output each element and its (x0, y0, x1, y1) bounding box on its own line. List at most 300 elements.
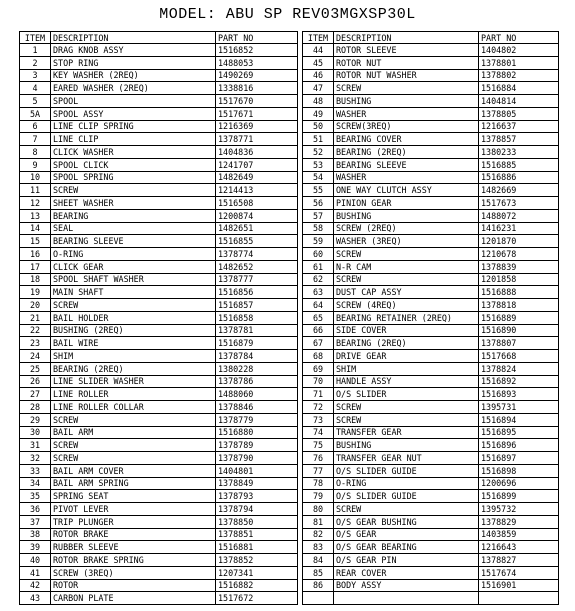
description-cell: TRANSFER GEAR (334, 426, 479, 439)
part-number-cell: 1516857 (216, 299, 298, 312)
item-number-cell: 79 (303, 490, 334, 503)
item-number-cell: 21 (20, 311, 51, 324)
part-number-cell: 1378846 (216, 401, 298, 414)
description-cell: WASHER (3REQ) (334, 235, 479, 248)
item-number-cell: 49 (303, 107, 334, 120)
description-cell: SCREW (51, 439, 216, 452)
part-number-cell: 1216637 (479, 120, 559, 133)
description-cell: ROTOR NUT (334, 56, 479, 69)
item-number-cell: 26 (20, 375, 51, 388)
item-number-cell: 23 (20, 337, 51, 350)
table-row (20, 107, 559, 120)
table-row (20, 350, 559, 363)
part-number-cell: 1516894 (479, 413, 559, 426)
part-number-cell: 1216369 (216, 120, 298, 133)
part-number-cell: 1516879 (216, 337, 298, 350)
item-number-cell: 64 (303, 299, 334, 312)
item-number-cell: 48 (303, 95, 334, 108)
item-number-cell: 11 (20, 184, 51, 197)
description-cell: SCREW (334, 82, 479, 95)
item-number-cell: 33 (20, 464, 51, 477)
description-cell: BUSHING (334, 95, 479, 108)
part-number-cell: 1416231 (479, 222, 559, 235)
table-row (20, 554, 559, 567)
table-row (20, 120, 559, 133)
item-number-cell: 13 (20, 209, 51, 222)
part-number-cell: 1201858 (479, 273, 559, 286)
part-number-cell: 1516855 (216, 235, 298, 248)
table-row (20, 515, 559, 528)
item-number-cell: 27 (20, 388, 51, 401)
item-number-cell: 12 (20, 197, 51, 210)
part-no-column-header: PART NO (216, 32, 298, 44)
description-cell: TRANSFER GEAR NUT (334, 452, 479, 465)
table-row (20, 566, 559, 579)
description-cell: SCREW (334, 413, 479, 426)
description-cell: STOP RING (51, 56, 216, 69)
table-row (20, 413, 559, 426)
description-cell: CLICK WASHER (51, 146, 216, 159)
description-cell: SPOOL SHAFT WASHER (51, 273, 216, 286)
item-number-cell: 6 (20, 120, 51, 133)
description-cell: MAIN SHAFT (51, 286, 216, 299)
description-cell: BUSHING (334, 439, 479, 452)
description-cell: BAIL WIRE (51, 337, 216, 350)
description-cell: BUSHING (334, 209, 479, 222)
item-number-cell: 57 (303, 209, 334, 222)
table-row (20, 158, 559, 171)
part-number-cell: 1378774 (216, 248, 298, 261)
part-number-cell: 1516899 (479, 490, 559, 503)
description-cell: O-RING (51, 248, 216, 261)
item-number-cell: 53 (303, 158, 334, 171)
part-number-cell: 1516881 (216, 541, 298, 554)
item-number-cell: 19 (20, 286, 51, 299)
item-number-cell: 7 (20, 133, 51, 146)
part-number-cell: 1378824 (479, 362, 559, 375)
description-cell: LINE ROLLER (51, 388, 216, 401)
item-number-cell: 31 (20, 439, 51, 452)
part-number-cell: 1516896 (479, 439, 559, 452)
item-number-cell: 76 (303, 452, 334, 465)
table-row (20, 69, 559, 82)
description-cell: LINE CLIP SPRING (51, 120, 216, 133)
table-row (20, 222, 559, 235)
table-row (20, 324, 559, 337)
description-cell: BAIL HOLDER (51, 311, 216, 324)
description-column-header: DESCRIPTION (51, 32, 216, 44)
item-number-cell: 16 (20, 248, 51, 261)
item-number-cell: 32 (20, 452, 51, 465)
part-number-cell: 1201870 (479, 235, 559, 248)
table-row (20, 184, 559, 197)
description-cell: ROTOR BRAKE SPRING (51, 554, 216, 567)
part-number-cell: 1516890 (479, 324, 559, 337)
part-no-column-header: PART NO (479, 32, 559, 44)
item-number-cell: 42 (20, 579, 51, 592)
part-number-cell: 1378805 (479, 107, 559, 120)
item-number-cell: 10 (20, 171, 51, 184)
part-number-cell: 1404836 (216, 146, 298, 159)
part-number-cell: 1517668 (479, 350, 559, 363)
table-row (20, 299, 559, 312)
description-cell: CLICK GEAR (51, 260, 216, 273)
item-number-cell: 74 (303, 426, 334, 439)
table-row (20, 56, 559, 69)
item-number-cell: 60 (303, 248, 334, 261)
item-number-cell: 15 (20, 235, 51, 248)
table-row (20, 248, 559, 261)
item-number-cell: 70 (303, 375, 334, 388)
item-number-cell: 71 (303, 388, 334, 401)
item-number-cell: 51 (303, 133, 334, 146)
item-number-cell: 5A (20, 107, 51, 120)
description-cell: TRIP PLUNGER (51, 515, 216, 528)
description-cell: ONE WAY CLUTCH ASSY (334, 184, 479, 197)
table-row (20, 375, 559, 388)
description-cell: WASHER (334, 171, 479, 184)
description-cell: CARBON PLATE (51, 592, 216, 605)
part-number-cell: 1488053 (216, 56, 298, 69)
item-number-cell: 59 (303, 235, 334, 248)
part-number-cell: 1516884 (479, 82, 559, 95)
part-number-cell: 1516858 (216, 311, 298, 324)
description-cell: WASHER (334, 107, 479, 120)
part-number-cell: 1378793 (216, 490, 298, 503)
item-number-cell: 69 (303, 362, 334, 375)
table-row (20, 388, 559, 401)
parts-table (19, 31, 559, 605)
part-number-cell: 1517674 (479, 566, 559, 579)
description-cell: SPOOL SPRING (51, 171, 216, 184)
description-cell: BEARING SLEEVE (51, 235, 216, 248)
part-number-cell: 1378849 (216, 477, 298, 490)
part-number-cell: 1516856 (216, 286, 298, 299)
table-row (20, 362, 559, 375)
part-number-cell: 1378771 (216, 133, 298, 146)
part-number-cell: 1241707 (216, 158, 298, 171)
description-cell: SPOOL (51, 95, 216, 108)
description-cell: ROTOR (51, 579, 216, 592)
table-row (20, 146, 559, 159)
table-row (20, 337, 559, 350)
table-row (20, 477, 559, 490)
item-number-cell (303, 592, 334, 605)
table-row (20, 528, 559, 541)
description-cell: SCREW (51, 452, 216, 465)
item-number-cell: 22 (20, 324, 51, 337)
part-number-cell: 1490269 (216, 69, 298, 82)
table-row (20, 503, 559, 516)
item-number-cell: 25 (20, 362, 51, 375)
description-cell: SPOOL CLICK (51, 158, 216, 171)
item-number-cell: 85 (303, 566, 334, 579)
description-cell: BEARING (2REQ) (334, 337, 479, 350)
part-number-cell: 1200874 (216, 209, 298, 222)
item-number-cell: 35 (20, 490, 51, 503)
item-number-cell: 83 (303, 541, 334, 554)
table-row (20, 490, 559, 503)
description-cell: SPOOL ASSY (51, 107, 216, 120)
part-number-cell: 1378827 (479, 554, 559, 567)
part-number-cell: 1516885 (479, 158, 559, 171)
description-cell: SEAL (51, 222, 216, 235)
description-cell: SIDE COVER (334, 324, 479, 337)
table-header-row (20, 32, 559, 44)
item-number-cell: 9 (20, 158, 51, 171)
item-number-cell: 56 (303, 197, 334, 210)
table-row (20, 311, 559, 324)
table-row (20, 133, 559, 146)
description-cell: SCREW (51, 184, 216, 197)
table-row (20, 82, 559, 95)
item-number-cell: 28 (20, 401, 51, 414)
part-number-cell: 1200696 (479, 477, 559, 490)
table-row (20, 171, 559, 184)
part-number-cell: 1488072 (479, 209, 559, 222)
part-number-cell: 1207341 (216, 566, 298, 579)
description-cell: SCREW (51, 413, 216, 426)
description-cell: O/S SLIDER (334, 388, 479, 401)
item-number-cell: 37 (20, 515, 51, 528)
description-cell: LINE ROLLER COLLAR (51, 401, 216, 414)
table-row (20, 209, 559, 222)
item-number-cell: 78 (303, 477, 334, 490)
table-row (20, 452, 559, 465)
description-cell: SCREW (3REQ) (51, 566, 216, 579)
item-number-cell: 36 (20, 503, 51, 516)
item-number-cell: 30 (20, 426, 51, 439)
part-number-cell: 1404814 (479, 95, 559, 108)
item-number-cell: 63 (303, 286, 334, 299)
parts-list-title: MODEL: ABU SP REV03MGXSP30L (159, 6, 416, 23)
part-number-cell: 1378794 (216, 503, 298, 516)
table-row (20, 197, 559, 210)
description-cell: KEY WASHER (2REQ) (51, 69, 216, 82)
item-number-cell: 54 (303, 171, 334, 184)
description-cell: DRAG KNOB ASSY (51, 44, 216, 57)
description-cell: LINE SLIDER WASHER (51, 375, 216, 388)
part-number-cell: 1482652 (216, 260, 298, 273)
item-number-cell: 24 (20, 350, 51, 363)
item-number-cell: 4 (20, 82, 51, 95)
part-number-cell: 1404802 (479, 44, 559, 57)
part-number-cell: 1378779 (216, 413, 298, 426)
part-number-cell: 1517671 (216, 107, 298, 120)
part-number-cell: 1517670 (216, 95, 298, 108)
item-number-cell: 61 (303, 260, 334, 273)
item-number-cell: 82 (303, 528, 334, 541)
part-number-cell: 1378818 (479, 299, 559, 312)
item-number-cell: 62 (303, 273, 334, 286)
description-cell: BAIL ARM (51, 426, 216, 439)
table-row (20, 95, 559, 108)
part-number-cell: 1403859 (479, 528, 559, 541)
item-number-cell: 68 (303, 350, 334, 363)
item-number-cell: 77 (303, 464, 334, 477)
item-column-header: ITEM (20, 32, 51, 44)
description-cell: BODY ASSY (334, 579, 479, 592)
description-cell: SCREW (51, 299, 216, 312)
table-row (20, 401, 559, 414)
description-cell: O/S GEAR PIN (334, 554, 479, 567)
part-number-cell: 1378857 (479, 133, 559, 146)
part-number-cell: 1516892 (479, 375, 559, 388)
part-number-cell: 1516508 (216, 197, 298, 210)
description-cell: RUBBER SLEEVE (51, 541, 216, 554)
part-number-cell: 1482649 (216, 171, 298, 184)
item-number-cell: 55 (303, 184, 334, 197)
table-row (20, 579, 559, 592)
part-number-cell: 1516880 (216, 426, 298, 439)
part-number-cell: 1516882 (216, 579, 298, 592)
description-cell: BAIL ARM COVER (51, 464, 216, 477)
item-number-cell: 38 (20, 528, 51, 541)
description-cell: SCREW (334, 401, 479, 414)
part-number-cell: 1488060 (216, 388, 298, 401)
part-number-cell: 1516893 (479, 388, 559, 401)
description-cell: O/S SLIDER GUIDE (334, 490, 479, 503)
part-number-cell: 1482651 (216, 222, 298, 235)
table-row (20, 286, 559, 299)
description-cell: REAR COVER (334, 566, 479, 579)
description-cell: BEARING SLEEVE (334, 158, 479, 171)
part-number-cell: 1378786 (216, 375, 298, 388)
part-number-cell: 1378784 (216, 350, 298, 363)
description-cell: O/S GEAR BUSHING (334, 515, 479, 528)
description-cell: BUSHING (2REQ) (51, 324, 216, 337)
part-number-cell: 1378852 (216, 554, 298, 567)
description-cell: BEARING (2REQ) (51, 362, 216, 375)
item-number-cell: 39 (20, 541, 51, 554)
part-number-cell: 1378851 (216, 528, 298, 541)
part-number-cell: 1378777 (216, 273, 298, 286)
part-number-cell: 1516897 (479, 452, 559, 465)
item-number-cell: 52 (303, 146, 334, 159)
item-number-cell: 20 (20, 299, 51, 312)
item-number-cell: 44 (303, 44, 334, 57)
item-number-cell: 18 (20, 273, 51, 286)
item-number-cell: 34 (20, 477, 51, 490)
description-cell: BEARING COVER (334, 133, 479, 146)
item-number-cell: 66 (303, 324, 334, 337)
part-number-cell: 1516898 (479, 464, 559, 477)
item-number-cell: 43 (20, 592, 51, 605)
description-cell (334, 592, 479, 605)
table-row (20, 260, 559, 273)
description-cell: SPRING SEAT (51, 490, 216, 503)
part-number-cell: 1516901 (479, 579, 559, 592)
description-cell: PIVOT LEVER (51, 503, 216, 516)
description-cell: ROTOR SLEEVE (334, 44, 479, 57)
item-number-cell: 58 (303, 222, 334, 235)
item-number-cell: 1 (20, 44, 51, 57)
item-number-cell: 41 (20, 566, 51, 579)
item-number-cell: 84 (303, 554, 334, 567)
description-cell: O-RING (334, 477, 479, 490)
table-row (20, 273, 559, 286)
description-cell: N-R CAM (334, 260, 479, 273)
part-number-cell: 1516889 (479, 311, 559, 324)
table-row (20, 426, 559, 439)
part-number-cell: 1378789 (216, 439, 298, 452)
item-number-cell: 81 (303, 515, 334, 528)
item-number-cell: 29 (20, 413, 51, 426)
description-cell: SCREW (4REQ) (334, 299, 479, 312)
item-number-cell: 75 (303, 439, 334, 452)
item-number-cell: 14 (20, 222, 51, 235)
description-cell: SCREW(3REQ) (334, 120, 479, 133)
table-row (20, 439, 559, 452)
description-cell: DRIVE GEAR (334, 350, 479, 363)
description-cell: SHIM (51, 350, 216, 363)
description-cell: SCREW (334, 248, 479, 261)
description-cell: O/S SLIDER GUIDE (334, 464, 479, 477)
description-cell: HANDLE ASSY (334, 375, 479, 388)
part-number-cell: 1380233 (479, 146, 559, 159)
part-number-cell: 1338816 (216, 82, 298, 95)
description-cell: BEARING (51, 209, 216, 222)
item-number-cell: 8 (20, 146, 51, 159)
part-number-cell: 1404801 (216, 464, 298, 477)
item-number-cell: 47 (303, 82, 334, 95)
item-column-header: ITEM (303, 32, 334, 44)
description-column-header: DESCRIPTION (334, 32, 479, 44)
item-number-cell: 46 (303, 69, 334, 82)
description-cell: ROTOR BRAKE (51, 528, 216, 541)
description-cell: O/S GEAR (334, 528, 479, 541)
part-number-cell: 1378807 (479, 337, 559, 350)
description-cell: BEARING RETAINER (2REQ) (334, 311, 479, 324)
part-number-cell (479, 592, 559, 605)
description-cell: O/S GEAR BEARING (334, 541, 479, 554)
part-number-cell: 1210678 (479, 248, 559, 261)
item-number-cell: 5 (20, 95, 51, 108)
part-number-cell: 1378802 (479, 69, 559, 82)
part-number-cell: 1216643 (479, 541, 559, 554)
part-number-cell: 1214413 (216, 184, 298, 197)
description-cell: SHEET WASHER (51, 197, 216, 210)
part-number-cell: 1378850 (216, 515, 298, 528)
part-number-cell: 1517672 (216, 592, 298, 605)
part-number-cell: 1395731 (479, 401, 559, 414)
description-cell: ROTOR NUT WASHER (334, 69, 479, 82)
item-number-cell: 86 (303, 579, 334, 592)
table-row (20, 235, 559, 248)
part-number-cell: 1517673 (479, 197, 559, 210)
item-number-cell: 2 (20, 56, 51, 69)
item-number-cell: 50 (303, 120, 334, 133)
table-row (20, 44, 559, 57)
item-number-cell: 65 (303, 311, 334, 324)
table-row (20, 541, 559, 554)
item-number-cell: 40 (20, 554, 51, 567)
description-cell: SHIM (334, 362, 479, 375)
part-number-cell: 1516888 (479, 286, 559, 299)
item-number-cell: 17 (20, 260, 51, 273)
part-number-cell: 1516895 (479, 426, 559, 439)
item-number-cell: 73 (303, 413, 334, 426)
table-row (20, 592, 559, 605)
description-cell: SCREW (334, 503, 479, 516)
parts-table-container (19, 31, 558, 607)
table-row (20, 464, 559, 477)
item-number-cell: 45 (303, 56, 334, 69)
part-number-cell: 1378781 (216, 324, 298, 337)
part-number-cell: 1395732 (479, 503, 559, 516)
part-number-cell: 1378839 (479, 260, 559, 273)
description-cell: LINE CLIP (51, 133, 216, 146)
